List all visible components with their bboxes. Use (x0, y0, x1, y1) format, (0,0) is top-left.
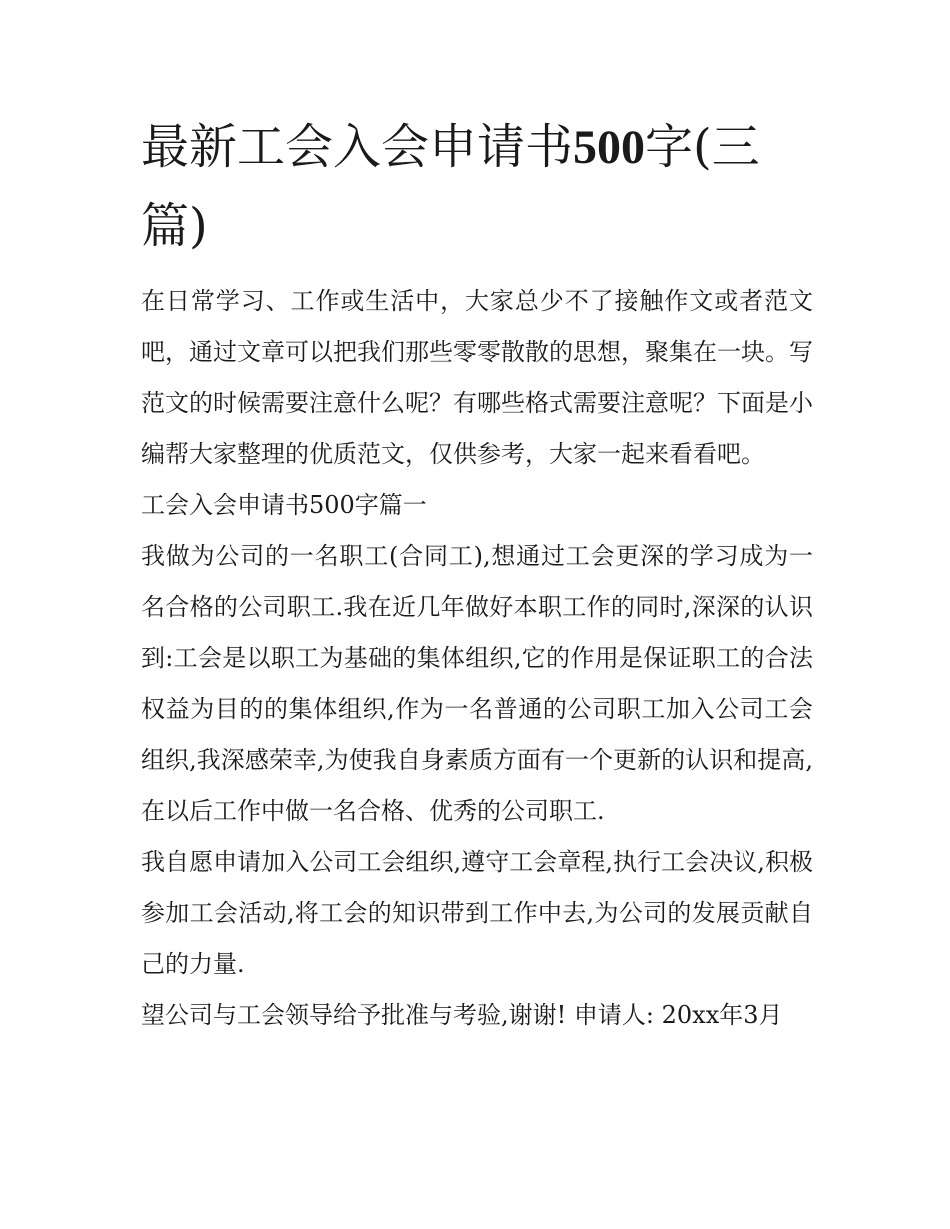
title-text-part2: 字(三篇) (141, 119, 760, 254)
closing-paragraph: 望公司与工会领导给予批准与考验,谢谢! 申请人: 20xx年3月 (141, 1001, 783, 1029)
intro-paragraph: 在日常学习、工作或生活中，大家总少不了接触作文或者范文吧，通过文章可以把我们那些零零散散的思想，聚集在一块。写范文的时候需要注意什么呢？有哪些格式需要注意呢？下面是小编帮大家整理的优质范文，仅供参考，大家一起来看看吧。 (141, 287, 813, 468)
document-body (141, 276, 813, 1041)
title-text-part1: 最新工会入会申请书 (141, 119, 574, 175)
document-title (141, 108, 813, 265)
body-paragraph: 我做为公司的一名职工(合同工),想通过工会更深的学习成为一名合格的公司职工.我在近几年做好本职工作的同时,深深的认识到:工会是以职工为基础的集体组织,它的作用是保证职工的合法权益为目的的集体组织,作为一名普通的公司职工加入公司工会组织,我深感荣幸,为使我自身素质方面有一个更新的认识和提高,在以后工作中做一名合格、优秀的公司职工. (141, 542, 813, 825)
title-number: 500 (573, 121, 646, 174)
section-heading: 工会入会申请书500字篇一 (141, 491, 427, 519)
body-paragraph: 我自愿申请加入公司工会组织,遵守工会章程,执行工会决议,积极参加工会活动,将工会的知识带到工作中去,为公司的发展贡献自己的力量. (141, 848, 813, 978)
